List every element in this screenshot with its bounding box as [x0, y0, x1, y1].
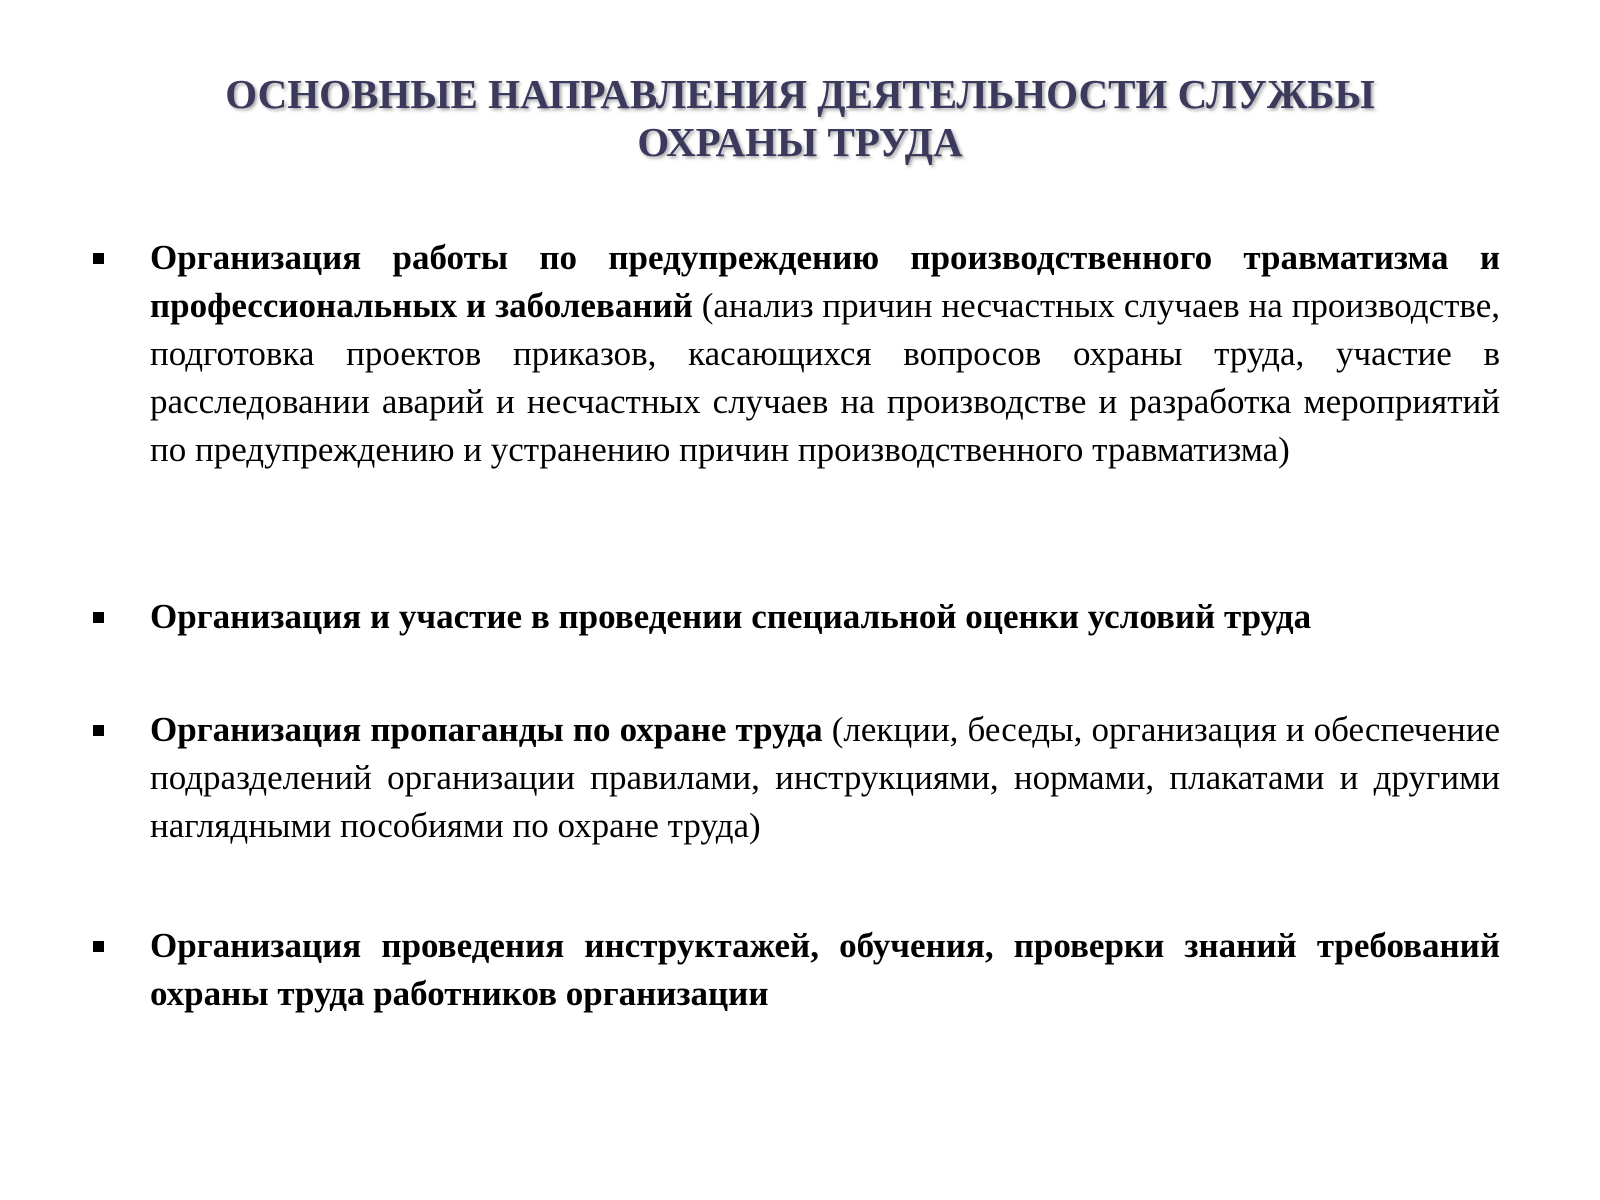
list-item-bold-text: Организация работы по предупреждению производственного травматизма и профессиональных и заболеваний	[150, 238, 1500, 325]
list-item-text: (лекции, беседы, организация и обеспечение подразделений организации правилами, инструкциями, нормами, плакатами и другими наглядными пособиями по охране труда)	[150, 710, 1500, 845]
list-item-bold-text: Организация проведения инструктажей, обучения, проверки знаний требований охраны труда работников организации	[150, 926, 1500, 1013]
square-bullet-icon	[93, 253, 104, 264]
slide-title	[150, 70, 1450, 166]
list-item-bold-text: Организация и участие в проведении специальной оценки условий труда	[150, 597, 1312, 636]
square-bullet-icon	[93, 941, 104, 952]
square-bullet-icon	[93, 725, 104, 736]
list-item	[150, 593, 1500, 641]
list-item-bold-text: Организация пропаганды по охране труда	[150, 710, 823, 749]
square-bullet-icon	[93, 612, 104, 623]
slide-title-line-2: ОХРАНЫ ТРУДА	[637, 119, 963, 165]
list-item	[150, 922, 1500, 1018]
list-item	[150, 234, 1500, 474]
list-item	[150, 706, 1500, 850]
slide-title-line-1: ОСНОВНЫЕ НАПРАВЛЕНИЯ ДЕЯТЕЛЬНОСТИ СЛУЖБЫ	[225, 71, 1375, 117]
list-item-text: (анализ причин несчастных случаев на производстве, подготовка проектов приказов, касающихся вопросов охраны труда, участие в расследовании аварий и несчастных случаев на производстве и разработка мероприятий по предупреждению и устранению причин производственного травматизма)	[150, 286, 1500, 469]
